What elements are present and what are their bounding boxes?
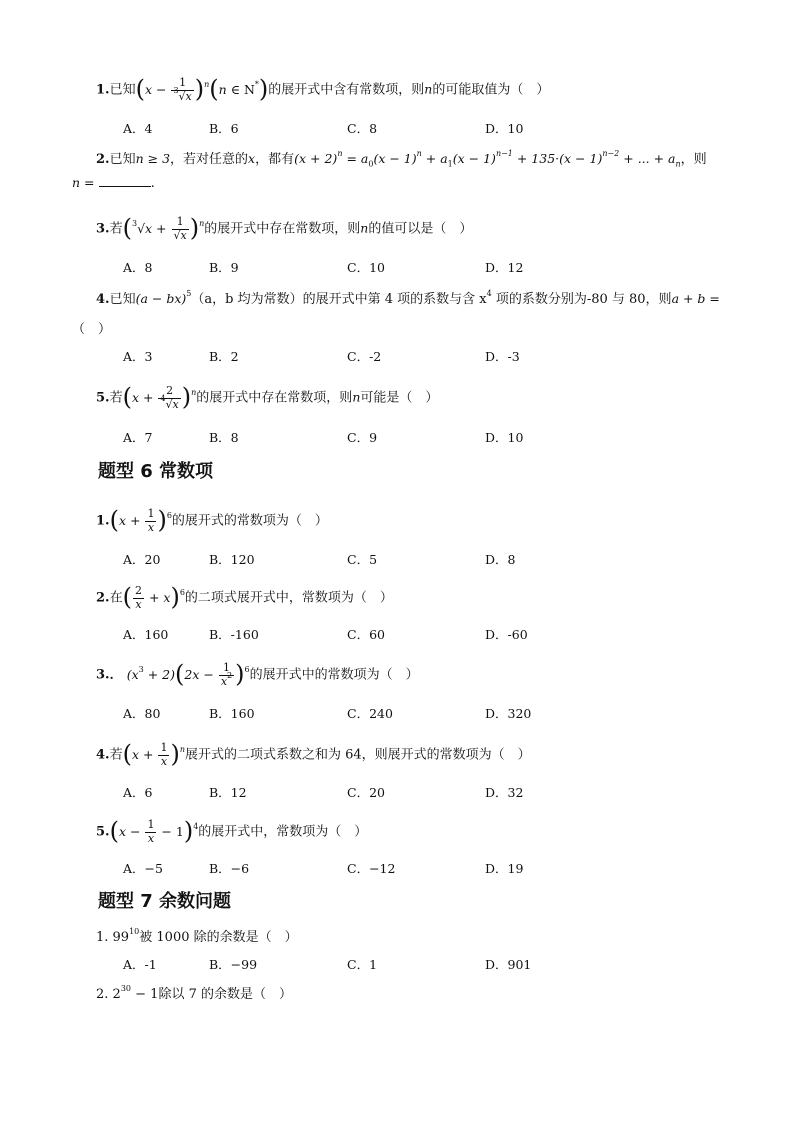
answer-blank[interactable] [99, 175, 151, 187]
choice-a[interactable]: A．8 [123, 260, 153, 275]
question-text: 的展开式中的常数项为（ ） [249, 667, 419, 683]
choice-a[interactable]: A．−5 [123, 861, 163, 876]
question-5 [96, 384, 438, 412]
math-exponent: 10 [129, 927, 140, 936]
choices-s6q2 [123, 625, 683, 643]
choice-b[interactable]: B．6 [209, 121, 239, 136]
question-text: 若 [109, 390, 123, 406]
choices-s6q1 [123, 550, 683, 568]
question-2 [96, 148, 707, 169]
question-text: 可能是（ ） [360, 390, 439, 406]
choice-d[interactable]: D．19 [485, 861, 524, 876]
math-expression: (x − $\frac{1}{^3√x}$ )$^n$(n ∈ N*) [135, 75, 269, 103]
question-2-answer-line [72, 175, 155, 191]
choice-c[interactable]: C．1 [347, 957, 378, 972]
choice-d[interactable]: D．-60 [485, 627, 528, 642]
section6-question-5 [96, 818, 367, 846]
question-text: 被 1000 除的余数是（ ） [139, 930, 298, 945]
question-number: 2. [96, 152, 110, 167]
choice-d[interactable]: D．10 [485, 430, 524, 445]
math-expression: (x + $\frac{1}{x}$ )$^6$ [109, 506, 172, 534]
choice-d[interactable]: D．10 [485, 121, 524, 136]
choice-b[interactable]: B．8 [209, 430, 239, 445]
question-text: 展开式的二项式系数之和为 64，则展开式的常数项为（ ） [184, 747, 531, 763]
choice-b[interactable]: B．2 [209, 349, 239, 364]
question-number: 3.． [96, 667, 123, 683]
choices-1 [123, 119, 683, 137]
question-text: 已知 [109, 152, 136, 167]
choice-a[interactable]: A．20 [123, 552, 161, 567]
choice-b[interactable]: B．12 [209, 785, 247, 800]
choice-c[interactable]: C．240 [347, 706, 393, 721]
question-3 [96, 215, 472, 243]
question-text: 的展开式中存在常数项，则 [204, 221, 361, 237]
choice-a[interactable]: A．80 [123, 706, 161, 721]
question-4-continuation [72, 318, 111, 337]
question-number: 5. [96, 390, 110, 406]
section7-question-2 [96, 983, 292, 1002]
question-number: 1. 99 [96, 930, 130, 945]
section6-question-3 [96, 661, 419, 689]
choices-s6q4 [123, 783, 683, 801]
math-expression: (x + $\frac{2}{^4√x}$ )$^n$ [122, 383, 197, 411]
math-expression: (x + $\frac{1}{x}$ )$^n$ [122, 740, 185, 768]
section7-question-1 [96, 926, 298, 945]
question-number: 3. [96, 221, 110, 237]
question-text: 若 [109, 221, 123, 237]
choice-c[interactable]: C．60 [347, 627, 385, 642]
choice-a[interactable]: A．3 [123, 349, 153, 364]
math-variable: n [360, 220, 369, 236]
choices-4 [123, 347, 683, 365]
question-text: 项的系数分别为-80 与 80，则 [491, 292, 672, 307]
math-expression: ($^3$√x + $\frac{1}{√x}$ )$^n$ [122, 214, 205, 242]
question-text: 的展开式中含有常数项，则 [268, 82, 425, 98]
choices-s6q5 [123, 859, 683, 877]
math-expression: ( $\frac{2}{x}$ + x)$^6$ [122, 583, 185, 611]
section6-question-4 [96, 741, 531, 769]
question-4 [96, 288, 720, 307]
choices-s7q1 [123, 955, 683, 973]
math-expression: $(x^3 + 2)(2x$ − $\frac{1}{x^2}$ )$^6$ [126, 660, 250, 688]
math-expression: n = [72, 175, 95, 190]
math-expression: a + b = [671, 291, 720, 306]
choice-c[interactable]: C．−12 [347, 861, 396, 876]
question-number: 2. [96, 590, 110, 606]
question-number: 5. [96, 824, 110, 840]
question-text: （a，b 均为常数）的展开式中第 4 项的系数与含 x [191, 292, 487, 307]
choice-c[interactable]: C．5 [347, 552, 378, 567]
question-text: 的可能取值为（ ） [432, 82, 550, 98]
choice-a[interactable]: A．160 [123, 627, 169, 642]
choice-b[interactable]: B．-160 [209, 627, 259, 642]
choices-s6q3 [123, 704, 683, 722]
math-expression: n ≥ 3 [135, 151, 171, 166]
choices-3 [123, 258, 683, 276]
question-text: 的值可以是（ ） [368, 221, 473, 237]
section-heading-7: 题型 7 余数问题 [98, 891, 232, 912]
math-expression: (a − bx)$^5$ [135, 289, 192, 306]
choice-b[interactable]: B．9 [209, 260, 239, 275]
choice-c[interactable]: C．10 [347, 260, 385, 275]
math-expression: $(x + 2)^n = a_0(x - 1)^n + a_1(x - 1)^{n-1} + 135\cdot(x - 1)^{n-2}$ + ... + $a_n$ [294, 149, 681, 169]
choice-a[interactable]: A．6 [123, 785, 153, 800]
question-text: 的展开式中存在常数项，则 [196, 390, 353, 406]
math-expression: − 1 [131, 987, 159, 1002]
choice-b[interactable]: B．−6 [209, 861, 250, 876]
question-text: （ ） [72, 322, 112, 337]
question-number: 1. [96, 513, 110, 529]
section6-question-1 [96, 507, 328, 535]
choice-d[interactable]: D．32 [485, 785, 524, 800]
question-text: 若 [109, 747, 123, 763]
question-number: 4. [96, 747, 110, 763]
choice-d[interactable]: D．320 [485, 706, 532, 721]
question-text: 的二项式展开式中，常数项为（ ） [184, 590, 393, 606]
question-text: ，若对任意的 [170, 152, 249, 167]
math-variable: n [424, 81, 433, 97]
math-exponent: 4 [486, 289, 492, 298]
section6-question-2 [96, 584, 393, 612]
choice-b[interactable]: B．160 [209, 706, 255, 721]
choice-a[interactable]: A．4 [123, 121, 153, 136]
choice-b[interactable]: B．−99 [209, 957, 258, 972]
choice-d[interactable]: D．8 [485, 552, 516, 567]
question-text: 在 [109, 590, 123, 606]
question-text: 的展开式中，常数项为（ ） [198, 824, 368, 840]
question-text: . [150, 176, 155, 191]
section-heading-6: 题型 6 常数项 [98, 461, 214, 482]
math-exponent: 30 [120, 984, 131, 993]
question-number: 2. 2 [96, 987, 121, 1002]
question-number: 1. [96, 82, 110, 98]
math-variable: x [248, 151, 256, 166]
math-expression: (x − $\frac{1}{x}$ − 1)$^4$ [109, 817, 199, 845]
question-text: 除以 7 的余数是（ ） [158, 987, 292, 1002]
choice-d[interactable]: D．901 [485, 957, 532, 972]
choice-b[interactable]: B．120 [209, 552, 255, 567]
choice-c[interactable]: C．8 [347, 121, 378, 136]
choice-d[interactable]: D．-3 [485, 349, 520, 364]
choice-c[interactable]: C．20 [347, 785, 385, 800]
choice-c[interactable]: C．-2 [347, 349, 382, 364]
choice-a[interactable]: A．-1 [123, 957, 157, 972]
question-text: 已知 [109, 292, 136, 307]
question-text: 的展开式的常数项为（ ） [171, 513, 328, 529]
math-variable: n [352, 389, 361, 405]
question-text: 已知 [109, 82, 136, 98]
question-text: ，则 [680, 152, 707, 167]
choice-a[interactable]: A．7 [123, 430, 153, 445]
choice-d[interactable]: D．12 [485, 260, 524, 275]
question-1 [96, 76, 549, 104]
question-number: 4. [96, 292, 110, 307]
question-text: ，都有 [255, 152, 295, 167]
choice-c[interactable]: C．9 [347, 430, 378, 445]
choices-5 [123, 428, 683, 446]
